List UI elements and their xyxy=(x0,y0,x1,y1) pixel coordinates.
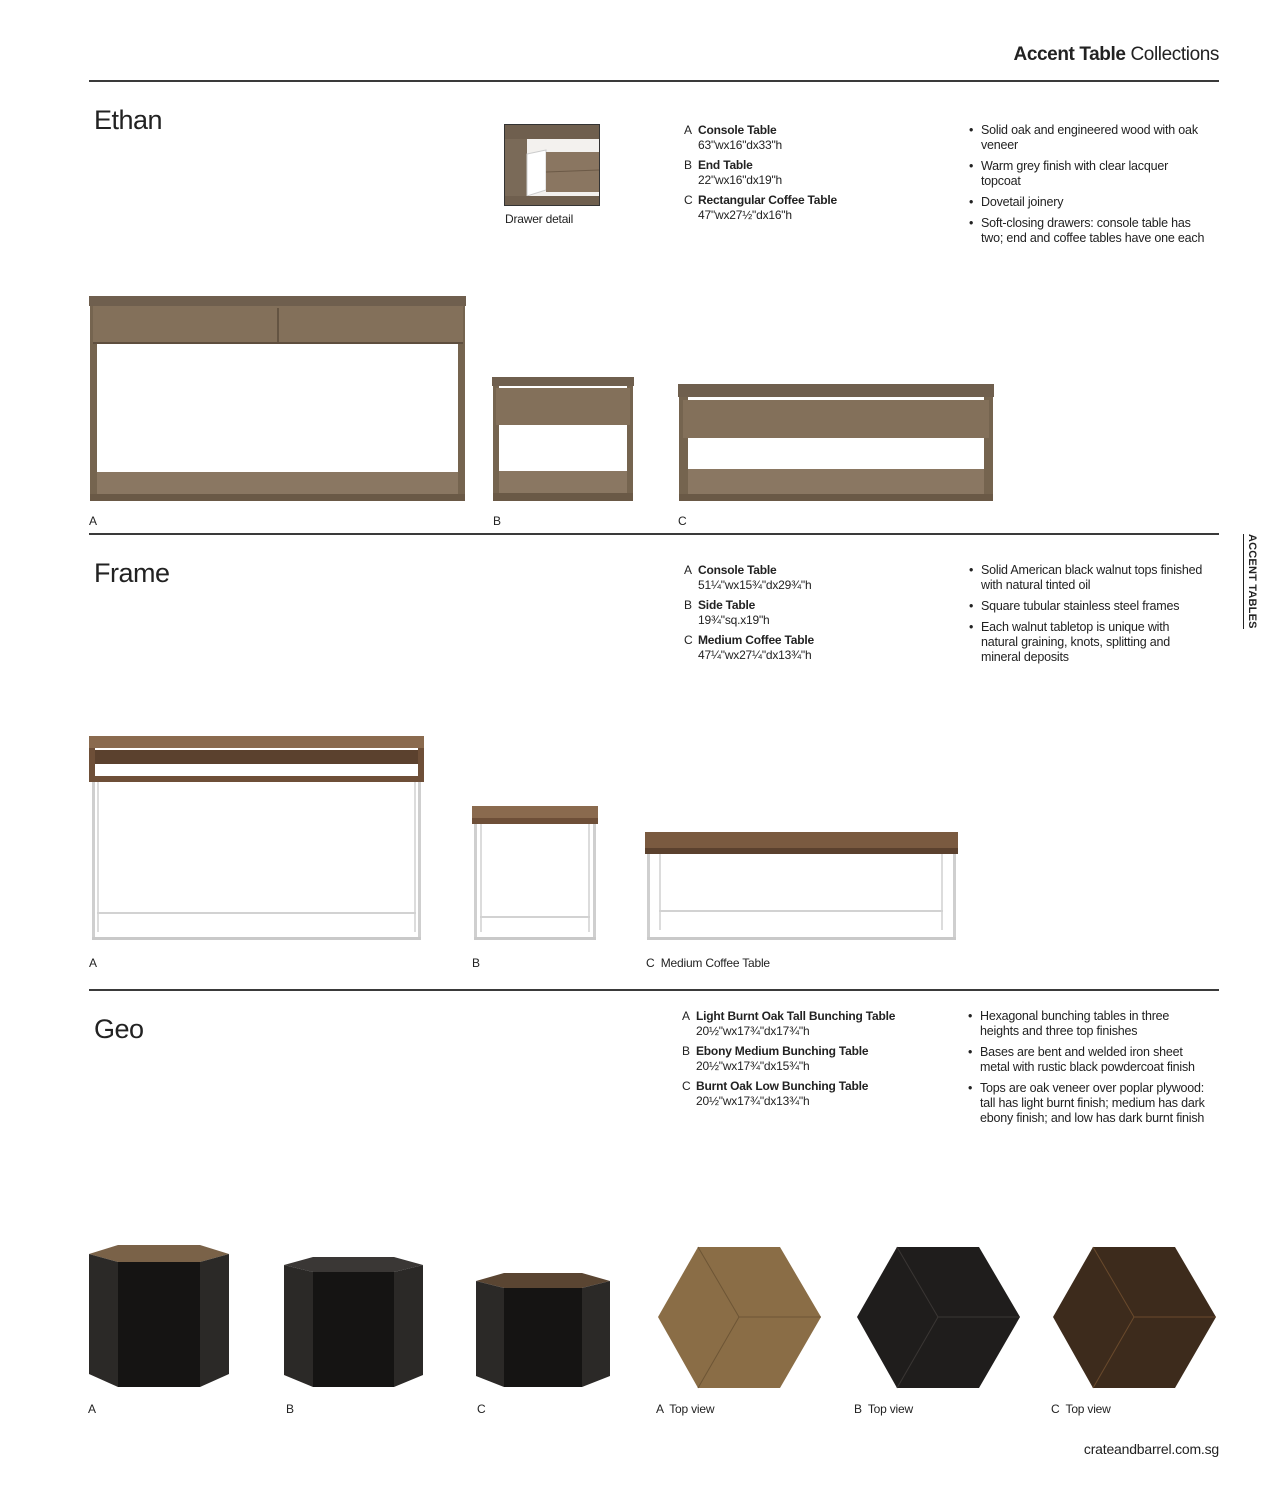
frame-specs xyxy=(684,563,814,668)
spec-dims: 20½"wx17¾"dx17¾"h xyxy=(696,1024,810,1038)
feature-bullet: • Solid oak and engineered wood with oak veneer xyxy=(968,123,1208,153)
geo-label-top-b: B Top view xyxy=(854,1402,913,1416)
geo-tall-top-view-image xyxy=(657,1246,822,1390)
spec-item xyxy=(682,1009,895,1039)
feature-bullet: • Soft-closing drawers: console table has two; end and coffee tables have one each xyxy=(968,216,1208,246)
spec-dims: 51¼"wx15¾"dx29¾"h xyxy=(698,578,812,592)
ethan-label-a: A xyxy=(89,514,97,528)
ethan-coffee-table-image xyxy=(678,384,995,502)
spec-letter: A xyxy=(684,123,692,137)
feature-bullet: • Bases are bent and welded iron sheet metal with rustic black powdercoat finish xyxy=(967,1045,1207,1075)
spec-letter: C xyxy=(684,193,693,207)
spec-item xyxy=(682,1044,895,1074)
spec-name: Rectangular Coffee Table xyxy=(698,193,838,207)
drawer-detail-caption: Drawer detail xyxy=(505,212,574,226)
spec-letter: A xyxy=(682,1009,690,1023)
divider-top xyxy=(89,80,1219,82)
footer-website: crateandbarrel.com.sg xyxy=(1083,1441,1219,1457)
spec-dims: 20½"wx17¾"dx15¾"h xyxy=(696,1059,810,1073)
header-bold: Accent Table xyxy=(1013,44,1126,65)
feature-bullet: • Solid American black walnut tops finished with natural tinted oil xyxy=(968,563,1208,593)
ethan-title: Ethan xyxy=(94,105,163,135)
spec-letter: B xyxy=(684,158,692,172)
spec-item xyxy=(684,123,837,153)
geo-title: Geo xyxy=(94,1014,144,1044)
spec-dims: 47¼"wx27¼"dx13¾"h xyxy=(698,648,812,662)
feature-bullet: • Dovetail joinery xyxy=(968,195,1208,210)
spec-name: End Table xyxy=(698,158,753,172)
spec-dims: 47"wx27½"dx16"h xyxy=(698,208,792,222)
geo-label-a: A xyxy=(88,1402,96,1416)
frame-title: Frame xyxy=(94,558,170,588)
feature-bullet: • Warm grey finish with clear lacquer topcoat xyxy=(968,159,1208,189)
spec-item xyxy=(684,563,814,593)
feature-bullet: • Tops are oak veneer over poplar plywood: tall has light burnt finish; medium has dark ebony finish; and low has dark burnt finish xyxy=(967,1081,1207,1126)
spec-dims: 63"wx16"dx33"h xyxy=(698,138,783,152)
header-rest: Collections xyxy=(1130,44,1219,65)
spec-name: Console Table xyxy=(698,123,777,137)
geo-label-top-c: C Top view xyxy=(1051,1402,1111,1416)
spec-item xyxy=(684,598,814,628)
ethan-label-b: B xyxy=(493,514,501,528)
geo-specs xyxy=(682,1009,895,1114)
geo-low-top-view-image xyxy=(1052,1246,1217,1390)
ethan-label-c: C xyxy=(678,514,687,528)
spec-dims: 20½"wx17¾"dx13¾"h xyxy=(696,1094,810,1108)
spec-letter: C xyxy=(684,633,693,647)
frame-side-table-image xyxy=(472,806,599,942)
page-header xyxy=(1014,44,1219,66)
spec-item xyxy=(684,158,837,188)
geo-features xyxy=(967,1009,1207,1132)
feature-bullet: • Each walnut tabletop is unique with natural graining, knots, splitting and mineral deposits xyxy=(968,620,1208,665)
spec-name: Side Table xyxy=(698,598,756,612)
frame-label-a: A xyxy=(89,956,97,970)
ethan-end-table-image xyxy=(492,377,635,502)
geo-label-top-a: A Top view xyxy=(656,1402,715,1416)
spec-name: Console Table xyxy=(698,563,777,577)
spec-letter: B xyxy=(682,1044,690,1058)
frame-coffee-table-image xyxy=(645,832,960,942)
spec-item xyxy=(682,1079,895,1109)
spec-dims: 19¾"sq.x19"h xyxy=(698,613,770,627)
geo-low-table-image xyxy=(475,1272,611,1388)
spec-name: Light Burnt Oak Tall Bunching Table xyxy=(696,1009,896,1023)
geo-medium-top-view-image xyxy=(856,1246,1021,1390)
ethan-specs xyxy=(684,123,837,228)
frame-label-c: C Medium Coffee Table xyxy=(646,956,770,970)
spec-item xyxy=(684,633,814,663)
spec-dims: 22"wx16"dx19"h xyxy=(698,173,783,187)
spec-letter: A xyxy=(684,563,692,577)
geo-medium-table-image xyxy=(283,1256,424,1388)
geo-label-b: B xyxy=(286,1402,294,1416)
ethan-console-table-image xyxy=(89,296,467,502)
side-tab-accent-tables: ACCENT TABLES xyxy=(1243,534,1258,629)
geo-label-c: C xyxy=(477,1402,486,1416)
divider-frame-geo xyxy=(89,989,1219,991)
spec-name: Ebony Medium Bunching Table xyxy=(696,1044,869,1058)
geo-tall-table-image xyxy=(88,1244,230,1388)
feature-bullet: • Square tubular stainless steel frames xyxy=(968,599,1208,614)
frame-console-table-image xyxy=(89,736,425,942)
divider-ethan-frame xyxy=(89,533,1219,535)
spec-letter: B xyxy=(684,598,692,612)
spec-item xyxy=(684,193,837,223)
frame-label-b: B xyxy=(472,956,480,970)
spec-letter: C xyxy=(682,1079,691,1093)
spec-name: Burnt Oak Low Bunching Table xyxy=(696,1079,869,1093)
ethan-features xyxy=(968,123,1208,252)
feature-bullet: • Hexagonal bunching tables in three heights and three top finishes xyxy=(967,1009,1207,1039)
frame-features xyxy=(968,563,1208,671)
drawer-detail-image xyxy=(504,124,600,206)
spec-name: Medium Coffee Table xyxy=(698,633,814,647)
